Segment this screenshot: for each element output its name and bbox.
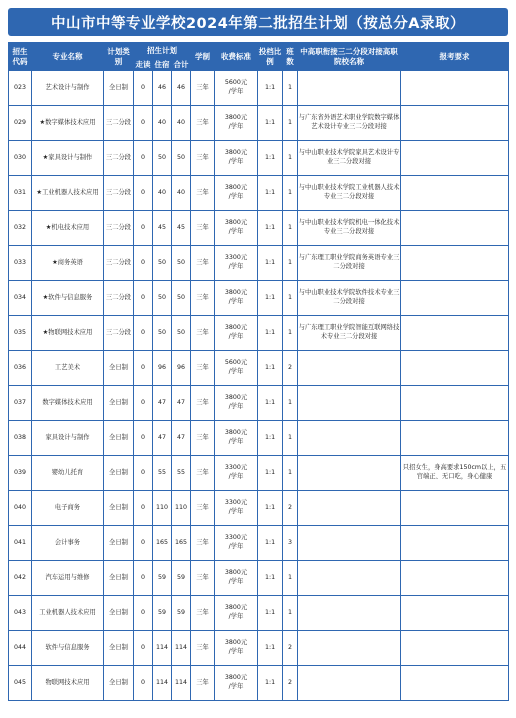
cell-major: ★家具设计与制作 bbox=[32, 141, 104, 176]
cell-ratio: 1:1 bbox=[258, 526, 283, 561]
fee-amount: 3800元 bbox=[224, 114, 248, 122]
cell-major: 艺术设计与制作 bbox=[32, 71, 104, 106]
cell-classes: 1 bbox=[283, 106, 298, 141]
cell-duration: 三年 bbox=[191, 141, 215, 176]
fee-unit: /学年 bbox=[228, 158, 244, 165]
fee-amount: 3800元 bbox=[224, 289, 248, 297]
cell-total: 165 bbox=[172, 526, 191, 561]
cell-code: 045 bbox=[9, 666, 32, 701]
cell-fee bbox=[215, 106, 258, 141]
table-body bbox=[9, 71, 509, 701]
cell-docking bbox=[298, 421, 401, 456]
cell-ratio: 1:1 bbox=[258, 666, 283, 701]
cell-day: 0 bbox=[134, 491, 153, 526]
cell-total: 40 bbox=[172, 106, 191, 141]
header-major: 专业名称 bbox=[32, 43, 104, 71]
header-duration: 学制 bbox=[191, 43, 215, 71]
header-docking: 中高职衔接三二分段对接高职院校名称 bbox=[298, 43, 401, 71]
cell-classes: 1 bbox=[283, 71, 298, 106]
cell-ratio: 1:1 bbox=[258, 281, 283, 316]
cell-major: 软件与信息服务 bbox=[32, 631, 104, 666]
table-row bbox=[9, 631, 509, 666]
cell-requirement bbox=[401, 176, 509, 211]
fee-unit: /学年 bbox=[228, 578, 244, 585]
cell-classes: 1 bbox=[283, 141, 298, 176]
fee-unit: /学年 bbox=[228, 648, 244, 655]
cell-code: 034 bbox=[9, 281, 32, 316]
header-classes: 班数 bbox=[283, 43, 298, 71]
table-row bbox=[9, 281, 509, 316]
cell-fee bbox=[215, 386, 258, 421]
cell-ratio: 1:1 bbox=[258, 596, 283, 631]
cell-total: 45 bbox=[172, 211, 191, 246]
cell-docking: 与中山职业技术学院机电一体化技术专业三二分段对接 bbox=[298, 211, 401, 246]
cell-board: 47 bbox=[153, 386, 172, 421]
header-fee: 收费标准 bbox=[215, 43, 258, 71]
cell-classes: 2 bbox=[283, 666, 298, 701]
cell-board: 40 bbox=[153, 176, 172, 211]
cell-requirement bbox=[401, 351, 509, 386]
cell-requirement bbox=[401, 106, 509, 141]
cell-plan-type: 全日制 bbox=[104, 71, 134, 106]
cell-day: 0 bbox=[134, 631, 153, 666]
cell-docking: 与广东省外语艺术职业学院数字媒体艺术设计专业三二分段对接 bbox=[298, 106, 401, 141]
cell-code: 031 bbox=[9, 176, 32, 211]
cell-ratio: 1:1 bbox=[258, 71, 283, 106]
cell-classes: 1 bbox=[283, 316, 298, 351]
cell-day: 0 bbox=[134, 666, 153, 701]
cell-total: 114 bbox=[172, 666, 191, 701]
cell-board: 50 bbox=[153, 281, 172, 316]
cell-duration: 三年 bbox=[191, 351, 215, 386]
cell-major: ★数字媒体技术应用 bbox=[32, 106, 104, 141]
cell-plan-type: 三二分段 bbox=[104, 176, 134, 211]
cell-classes: 1 bbox=[283, 456, 298, 491]
cell-fee bbox=[215, 316, 258, 351]
cell-code: 030 bbox=[9, 141, 32, 176]
cell-requirement bbox=[401, 421, 509, 456]
fee-amount: 3800元 bbox=[224, 219, 248, 227]
cell-requirement bbox=[401, 491, 509, 526]
cell-board: 59 bbox=[153, 596, 172, 631]
cell-plan-type: 三二分段 bbox=[104, 106, 134, 141]
cell-total: 59 bbox=[172, 596, 191, 631]
cell-day: 0 bbox=[134, 141, 153, 176]
cell-ratio: 1:1 bbox=[258, 631, 283, 666]
cell-plan-type: 全日制 bbox=[104, 561, 134, 596]
cell-board: 55 bbox=[153, 456, 172, 491]
fee-amount: 3300元 bbox=[224, 464, 248, 472]
cell-total: 47 bbox=[172, 386, 191, 421]
fee-amount: 3300元 bbox=[224, 499, 248, 507]
cell-plan-type: 全日制 bbox=[104, 491, 134, 526]
cell-code: 039 bbox=[9, 456, 32, 491]
cell-requirement bbox=[401, 386, 509, 421]
cell-plan-type: 全日制 bbox=[104, 351, 134, 386]
cell-day: 0 bbox=[134, 281, 153, 316]
cell-requirement bbox=[401, 211, 509, 246]
cell-duration: 三年 bbox=[191, 596, 215, 631]
page-title: 中山市中等专业学校2024年第二批招生计划（按总分A录取） bbox=[8, 8, 508, 36]
cell-requirement bbox=[401, 526, 509, 561]
cell-ratio: 1:1 bbox=[258, 561, 283, 596]
cell-day: 0 bbox=[134, 421, 153, 456]
cell-major: ★工业机器人技术应用 bbox=[32, 176, 104, 211]
cell-ratio: 1:1 bbox=[258, 421, 283, 456]
cell-docking: 与中山职业技术学院工业机器人技术专业三二分段对接 bbox=[298, 176, 401, 211]
cell-fee bbox=[215, 666, 258, 701]
cell-duration: 三年 bbox=[191, 666, 215, 701]
cell-code: 035 bbox=[9, 316, 32, 351]
cell-docking bbox=[298, 631, 401, 666]
fee-amount: 3800元 bbox=[224, 394, 248, 402]
cell-total: 59 bbox=[172, 561, 191, 596]
table-row bbox=[9, 176, 509, 211]
cell-board: 50 bbox=[153, 316, 172, 351]
cell-duration: 三年 bbox=[191, 106, 215, 141]
cell-docking bbox=[298, 666, 401, 701]
cell-duration: 三年 bbox=[191, 421, 215, 456]
cell-day: 0 bbox=[134, 596, 153, 631]
cell-day: 0 bbox=[134, 176, 153, 211]
cell-day: 0 bbox=[134, 211, 153, 246]
cell-classes: 2 bbox=[283, 491, 298, 526]
cell-docking bbox=[298, 386, 401, 421]
cell-board: 114 bbox=[153, 631, 172, 666]
header-plan-type: 计划类别 bbox=[104, 43, 134, 71]
cell-duration: 三年 bbox=[191, 456, 215, 491]
cell-fee bbox=[215, 281, 258, 316]
cell-plan-type: 全日制 bbox=[104, 386, 134, 421]
cell-total: 50 bbox=[172, 141, 191, 176]
cell-classes: 1 bbox=[283, 246, 298, 281]
cell-docking bbox=[298, 526, 401, 561]
cell-requirement bbox=[401, 561, 509, 596]
cell-major: 工艺美术 bbox=[32, 351, 104, 386]
cell-board: 96 bbox=[153, 351, 172, 386]
cell-docking bbox=[298, 596, 401, 631]
cell-plan-type: 全日制 bbox=[104, 421, 134, 456]
fee-unit: /学年 bbox=[228, 193, 244, 200]
cell-board: 50 bbox=[153, 141, 172, 176]
table-row bbox=[9, 71, 509, 106]
cell-requirement bbox=[401, 316, 509, 351]
table-row bbox=[9, 246, 509, 281]
cell-classes: 3 bbox=[283, 526, 298, 561]
cell-fee bbox=[215, 211, 258, 246]
table-row bbox=[9, 316, 509, 351]
fee-amount: 3300元 bbox=[224, 254, 248, 262]
fee-amount: 3800元 bbox=[224, 149, 248, 157]
cell-board: 46 bbox=[153, 71, 172, 106]
cell-major: 家具设计与制作 bbox=[32, 421, 104, 456]
cell-docking: 与广东理工职业学院智能互联网络技术专业三二分段对接 bbox=[298, 316, 401, 351]
cell-total: 55 bbox=[172, 456, 191, 491]
cell-fee bbox=[215, 526, 258, 561]
cell-requirement bbox=[401, 666, 509, 701]
fee-amount: 5600元 bbox=[224, 359, 248, 367]
cell-fee bbox=[215, 71, 258, 106]
cell-total: 96 bbox=[172, 351, 191, 386]
enrollment-plan-table bbox=[8, 42, 509, 701]
cell-code: 033 bbox=[9, 246, 32, 281]
cell-major: ★物联网技术应用 bbox=[32, 316, 104, 351]
cell-day: 0 bbox=[134, 561, 153, 596]
cell-code: 038 bbox=[9, 421, 32, 456]
fee-amount: 3800元 bbox=[224, 604, 248, 612]
fee-unit: /学年 bbox=[228, 88, 244, 95]
table-row bbox=[9, 666, 509, 701]
cell-fee bbox=[215, 421, 258, 456]
cell-total: 47 bbox=[172, 421, 191, 456]
cell-plan-type: 全日制 bbox=[104, 631, 134, 666]
cell-plan-type: 三二分段 bbox=[104, 281, 134, 316]
fee-unit: /学年 bbox=[228, 368, 244, 375]
cell-requirement bbox=[401, 631, 509, 666]
cell-fee bbox=[215, 246, 258, 281]
cell-total: 50 bbox=[172, 246, 191, 281]
table-row bbox=[9, 211, 509, 246]
cell-ratio: 1:1 bbox=[258, 246, 283, 281]
cell-board: 45 bbox=[153, 211, 172, 246]
cell-ratio: 1:1 bbox=[258, 491, 283, 526]
fee-unit: /学年 bbox=[228, 438, 244, 445]
fee-amount: 5600元 bbox=[224, 79, 248, 87]
cell-code: 042 bbox=[9, 561, 32, 596]
cell-major: ★机电技术应用 bbox=[32, 211, 104, 246]
cell-duration: 三年 bbox=[191, 211, 215, 246]
cell-fee bbox=[215, 176, 258, 211]
fee-unit: /学年 bbox=[228, 228, 244, 235]
fee-amount: 3800元 bbox=[224, 639, 248, 647]
header-code: 招生代码 bbox=[9, 43, 32, 71]
cell-total: 110 bbox=[172, 491, 191, 526]
cell-ratio: 1:1 bbox=[258, 106, 283, 141]
table-row bbox=[9, 456, 509, 491]
fee-unit: /学年 bbox=[228, 333, 244, 340]
cell-ratio: 1:1 bbox=[258, 351, 283, 386]
cell-major: 工业机器人技术应用 bbox=[32, 596, 104, 631]
cell-code: 036 bbox=[9, 351, 32, 386]
cell-requirement bbox=[401, 246, 509, 281]
cell-classes: 1 bbox=[283, 281, 298, 316]
cell-requirement bbox=[401, 281, 509, 316]
cell-duration: 三年 bbox=[191, 491, 215, 526]
cell-duration: 三年 bbox=[191, 561, 215, 596]
fee-amount: 3300元 bbox=[224, 534, 248, 542]
cell-ratio: 1:1 bbox=[258, 176, 283, 211]
cell-major: ★商务英语 bbox=[32, 246, 104, 281]
table-row bbox=[9, 596, 509, 631]
cell-major: 物联网技术应用 bbox=[32, 666, 104, 701]
cell-classes: 1 bbox=[283, 176, 298, 211]
cell-classes: 1 bbox=[283, 421, 298, 456]
cell-code: 044 bbox=[9, 631, 32, 666]
cell-fee bbox=[215, 141, 258, 176]
fee-amount: 3800元 bbox=[224, 184, 248, 192]
cell-requirement bbox=[401, 71, 509, 106]
cell-day: 0 bbox=[134, 106, 153, 141]
header-ratio: 投档比例 bbox=[258, 43, 283, 71]
cell-plan-type: 三二分段 bbox=[104, 211, 134, 246]
fee-unit: /学年 bbox=[228, 613, 244, 620]
fee-unit: /学年 bbox=[228, 403, 244, 410]
table-row bbox=[9, 421, 509, 456]
table-row bbox=[9, 526, 509, 561]
cell-day: 0 bbox=[134, 456, 153, 491]
cell-plan-type: 全日制 bbox=[104, 666, 134, 701]
fee-unit: /学年 bbox=[228, 298, 244, 305]
cell-ratio: 1:1 bbox=[258, 211, 283, 246]
header-total: 合计 bbox=[172, 60, 191, 71]
cell-fee bbox=[215, 456, 258, 491]
cell-fee bbox=[215, 561, 258, 596]
cell-classes: 1 bbox=[283, 211, 298, 246]
header-requirement: 报考要求 bbox=[401, 43, 509, 71]
cell-duration: 三年 bbox=[191, 526, 215, 561]
cell-board: 47 bbox=[153, 421, 172, 456]
cell-total: 46 bbox=[172, 71, 191, 106]
cell-day: 0 bbox=[134, 386, 153, 421]
cell-docking: 与中山职业技术学院家具艺术设计专业三二分段对接 bbox=[298, 141, 401, 176]
cell-code: 032 bbox=[9, 211, 32, 246]
cell-classes: 2 bbox=[283, 351, 298, 386]
header-day: 走读 bbox=[135, 60, 151, 69]
cell-code: 023 bbox=[9, 71, 32, 106]
cell-total: 114 bbox=[172, 631, 191, 666]
table-row bbox=[9, 351, 509, 386]
cell-code: 041 bbox=[9, 526, 32, 561]
cell-day: 0 bbox=[134, 246, 153, 281]
cell-board: 50 bbox=[153, 246, 172, 281]
cell-plan-type: 全日制 bbox=[104, 596, 134, 631]
cell-requirement bbox=[401, 141, 509, 176]
cell-ratio: 1:1 bbox=[258, 141, 283, 176]
cell-fee bbox=[215, 351, 258, 386]
cell-major: 电子商务 bbox=[32, 491, 104, 526]
cell-duration: 三年 bbox=[191, 386, 215, 421]
cell-classes: 2 bbox=[283, 631, 298, 666]
cell-plan-type: 三二分段 bbox=[104, 141, 134, 176]
cell-day: 0 bbox=[134, 316, 153, 351]
cell-ratio: 1:1 bbox=[258, 316, 283, 351]
cell-major: 婴幼儿托育 bbox=[32, 456, 104, 491]
cell-day: 0 bbox=[134, 526, 153, 561]
fee-amount: 3800元 bbox=[224, 324, 248, 332]
cell-code: 037 bbox=[9, 386, 32, 421]
cell-docking bbox=[298, 561, 401, 596]
cell-total: 50 bbox=[172, 316, 191, 351]
cell-docking bbox=[298, 351, 401, 386]
table-row bbox=[9, 386, 509, 421]
cell-code: 043 bbox=[9, 596, 32, 631]
cell-total: 40 bbox=[172, 176, 191, 211]
cell-fee bbox=[215, 631, 258, 666]
cell-major: 会计事务 bbox=[32, 526, 104, 561]
fee-unit: /学年 bbox=[228, 473, 244, 480]
cell-day: 0 bbox=[134, 71, 153, 106]
cell-classes: 1 bbox=[283, 386, 298, 421]
cell-board: 40 bbox=[153, 106, 172, 141]
cell-board: 165 bbox=[153, 526, 172, 561]
table-row bbox=[9, 141, 509, 176]
cell-plan-type: 全日制 bbox=[104, 456, 134, 491]
cell-major: 汽车运用与维修 bbox=[32, 561, 104, 596]
cell-docking bbox=[298, 491, 401, 526]
header-enroll-plan: 招生计划 bbox=[134, 43, 191, 60]
cell-board: 59 bbox=[153, 561, 172, 596]
cell-total: 50 bbox=[172, 281, 191, 316]
cell-code: 040 bbox=[9, 491, 32, 526]
fee-unit: /学年 bbox=[228, 543, 244, 550]
cell-duration: 三年 bbox=[191, 281, 215, 316]
fee-amount: 3800元 bbox=[224, 569, 248, 577]
fee-unit: /学年 bbox=[228, 508, 244, 515]
fee-amount: 3800元 bbox=[224, 429, 248, 437]
fee-unit: /学年 bbox=[228, 263, 244, 270]
cell-docking: 与广东理工职业学院商务英语专业三二分段对接 bbox=[298, 246, 401, 281]
cell-classes: 1 bbox=[283, 561, 298, 596]
cell-requirement bbox=[401, 596, 509, 631]
cell-fee bbox=[215, 596, 258, 631]
cell-classes: 1 bbox=[283, 596, 298, 631]
cell-duration: 三年 bbox=[191, 176, 215, 211]
cell-plan-type: 全日制 bbox=[104, 526, 134, 561]
cell-requirement: 只招女生，身高要求150cm以上，五官端正、无口吃，身心健康 bbox=[401, 456, 509, 491]
cell-ratio: 1:1 bbox=[258, 456, 283, 491]
cell-code: 029 bbox=[9, 106, 32, 141]
cell-ratio: 1:1 bbox=[258, 386, 283, 421]
cell-duration: 三年 bbox=[191, 71, 215, 106]
cell-plan-type: 三二分段 bbox=[104, 246, 134, 281]
cell-fee bbox=[215, 491, 258, 526]
cell-board: 114 bbox=[153, 666, 172, 701]
fee-unit: /学年 bbox=[228, 683, 244, 690]
cell-major: ★软件与信息服务 bbox=[32, 281, 104, 316]
cell-plan-type: 三二分段 bbox=[104, 316, 134, 351]
cell-major: 数字媒体技术应用 bbox=[32, 386, 104, 421]
table-row bbox=[9, 491, 509, 526]
cell-docking: 与中山职业技术学院软件技术专业三二分段对接 bbox=[298, 281, 401, 316]
fee-unit: /学年 bbox=[228, 123, 244, 130]
cell-duration: 三年 bbox=[191, 246, 215, 281]
cell-docking bbox=[298, 71, 401, 106]
cell-duration: 三年 bbox=[191, 631, 215, 666]
table-row bbox=[9, 106, 509, 141]
cell-docking bbox=[298, 456, 401, 491]
table-row bbox=[9, 561, 509, 596]
cell-duration: 三年 bbox=[191, 316, 215, 351]
cell-board: 110 bbox=[153, 491, 172, 526]
fee-amount: 3800元 bbox=[224, 674, 248, 682]
cell-day: 0 bbox=[134, 351, 153, 386]
header-board: 住宿 bbox=[154, 60, 170, 69]
